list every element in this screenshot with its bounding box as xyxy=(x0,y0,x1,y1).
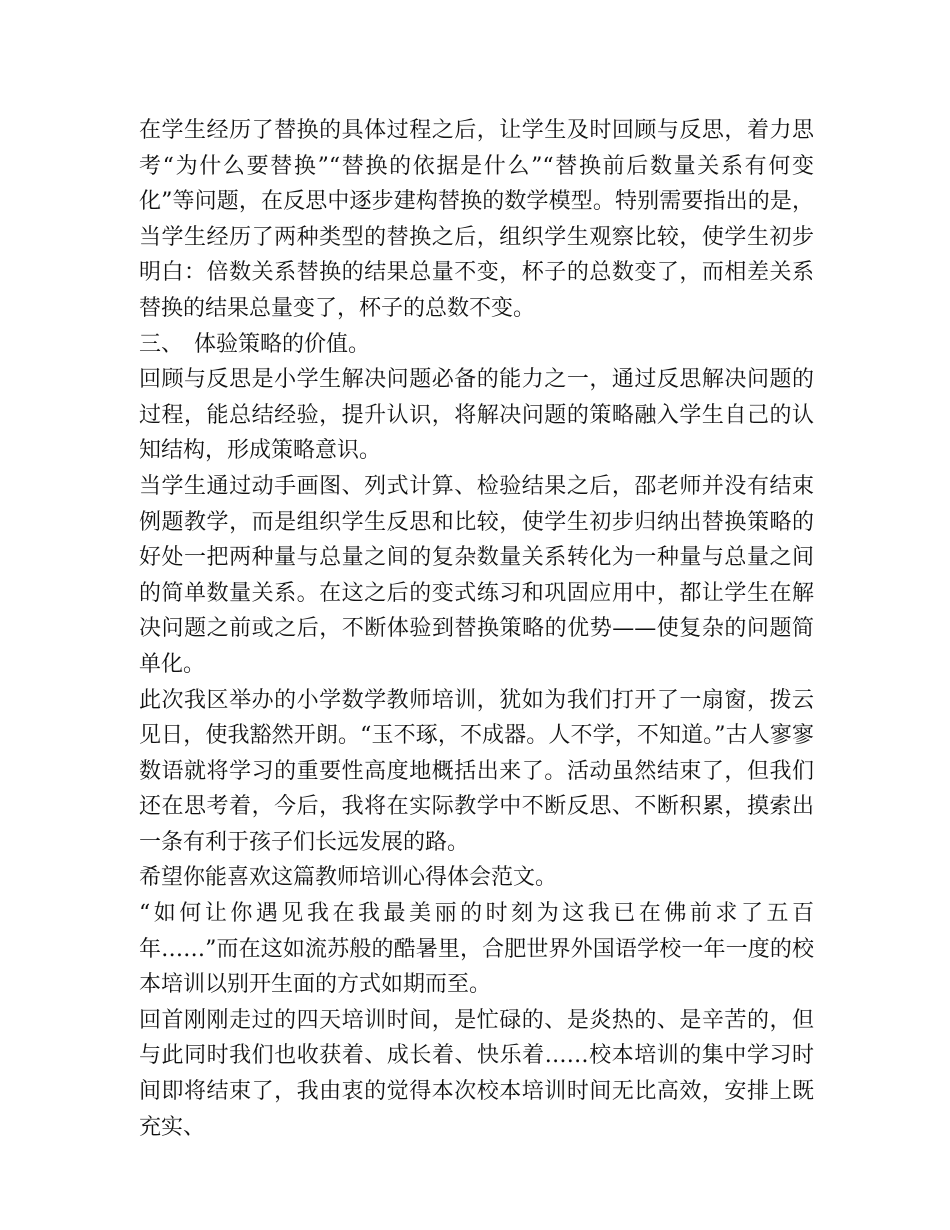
paragraph-reflection-modeling: 在学生经历了替换的具体过程之后，让学生及时回顾与反思，着力思考“为什么要替换”“替换的依据是什么”“替换前后数量关系有何变化”等问题，在反思中逐步建构替换的数学模型。特别需要指出的是，当学生经历了两种类型的替换之后，组织学生观察比较，使学生初步明白：倍数关系替换的结果总量不变，杯子的总数变了，而相差关系替换的结果总量变了，杯子的总数不变。 xyxy=(139,118,814,321)
section-number: 三、 xyxy=(139,331,184,357)
paragraph-training-impression: 此次我区举办的小学数学教师培训，犹如为我们打开了一扇窗，拨云见日，使我豁然开朗。“玉不琢，不成器。人不学，不知道。”古人寥寥数语就将学习的重要性高度地概括出来了。活动虽然结束了，但我们还在思考着，今后，我将在实际教学中不断反思、不断积累，摸索出一条有利于孩子们长远发展的路。 xyxy=(139,687,814,855)
paragraph-training-review: 回首刚刚走过的四天培训时间，是忙碌的、是炎热的、是辛苦的，但与此同时我们也收获着、成长着、快乐着……校本培训的集中学习时间即将结束了，我由衷的觉得本次校本培训时间无比高效，安排上既充实、 xyxy=(139,1007,814,1140)
section-title: 体验策略的价值。 xyxy=(194,331,371,357)
paragraph-teacher-practice: 当学生通过动手画图、列式计算、检验结果之后，邵老师并没有结束例题教学，而是组织学生反思和比较，使学生初步归纳出替换策略的好处一把两种量与总量之间的复杂数量关系转化为一种量与总量之间的简单数量关系。在这之后的变式练习和巩固应用中，都让学生在解决问题之前或之后，不断体验到替换策略的优势——使复杂的问题简单化。 xyxy=(139,473,814,677)
paragraph-reflection-ability: 回顾与反思是小学生解决问题必备的能力之一，通过反思解决问题的过程，能总结经验，提升认识，将解决问题的策略融入学生自己的认知结构，形成策略意识。 xyxy=(139,367,814,464)
paragraph-closing-wish: 希望你能喜欢这篇教师培训心得体会范文。 xyxy=(139,865,558,891)
document-body xyxy=(139,113,814,1145)
section-heading xyxy=(139,327,814,363)
paragraph-poem-opening: “如何让你遇见我在我最美丽的时刻为这我已在佛前求了五百年……”而在这如流苏般的酷暑里，合肥世界外国语学校一年一度的校本培训以别开生面的方式如期而至。 xyxy=(139,901,814,998)
